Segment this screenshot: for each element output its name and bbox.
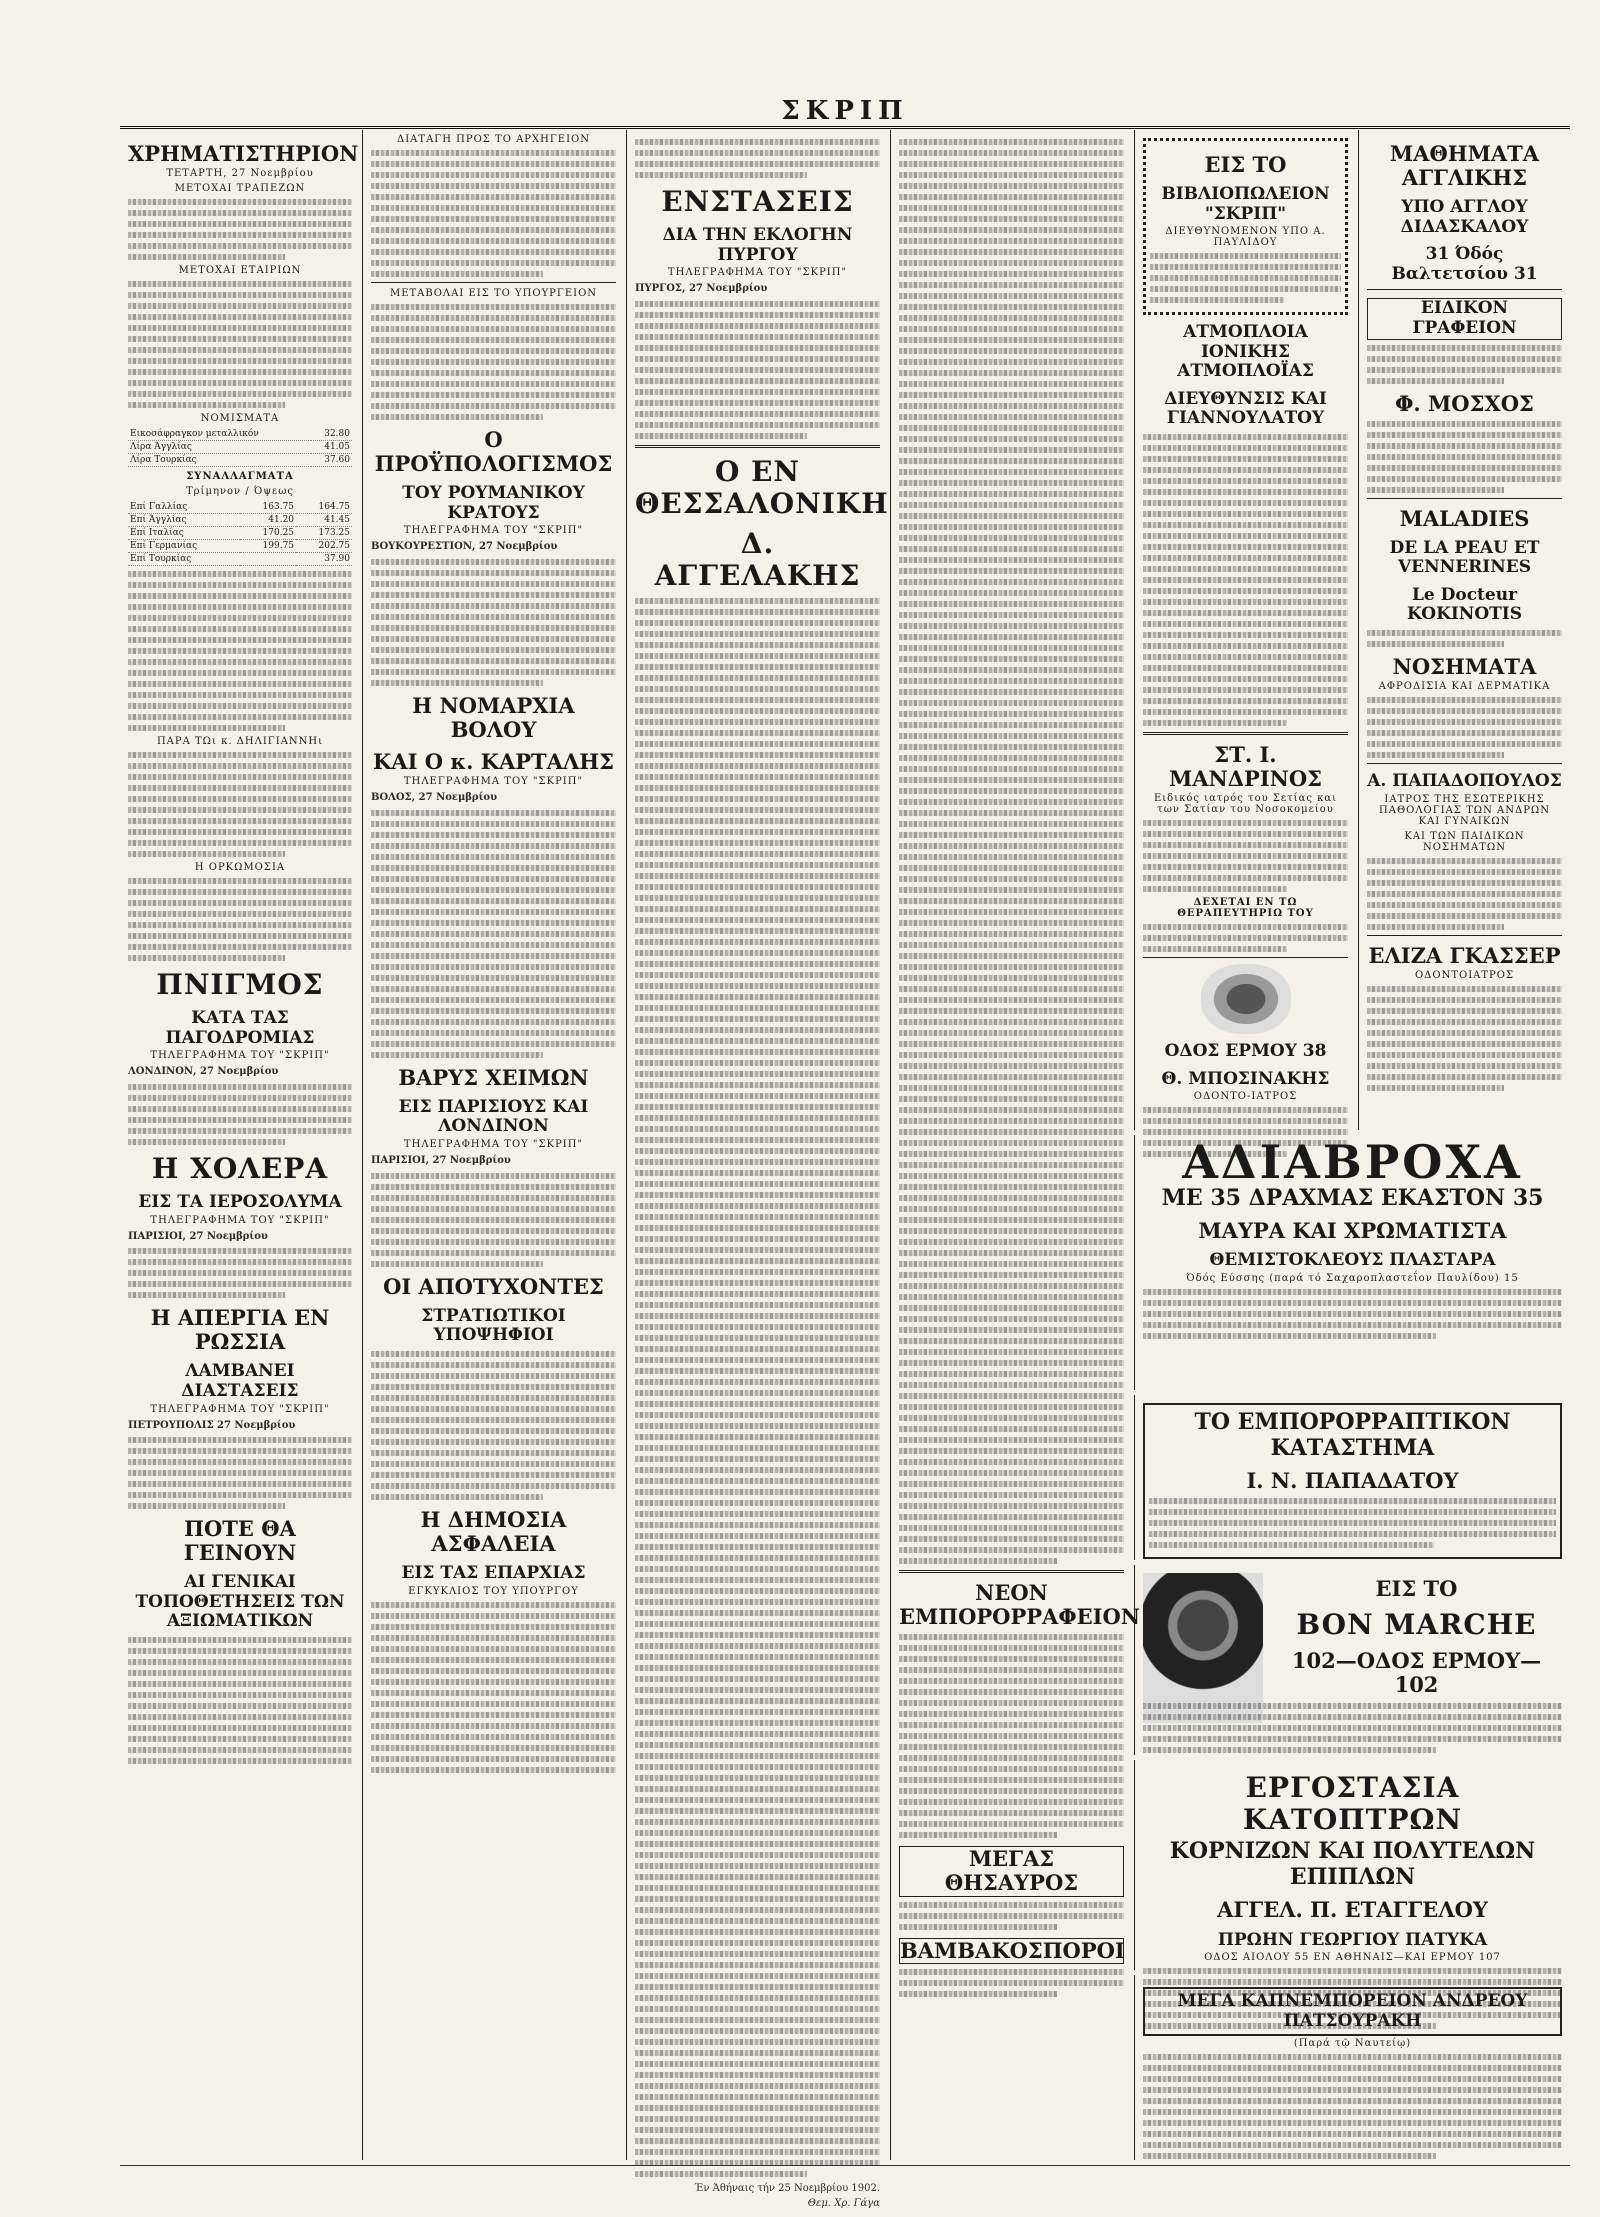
telegram-label: ΤΗΛΕΓΡΑΦΗΜΑ ΤΟΥ "ΣΚΡΙΠ" — [403, 776, 584, 788]
when-sub: ΑΙ ΓΕΝΙΚΑΙ ΤΟΠΟΘΕΤΗΣΕΙΣ ΤΩΝ ΑΞΙΩΜΑΤΙΚΩΝ — [135, 1572, 345, 1632]
cholera-sub: ΕΙΣ ΤΑ ΙΕΡΟΣΟΛΥΜΑ — [138, 1192, 342, 1213]
thess-sub: Δ. ΑΓΓΕΛΑΚΗΣ — [654, 527, 861, 593]
changes-head: ΜΕΤΑΒΟΛΑΙ ΕΙΣ ΤΟ ΥΠΟΥΡΓΕΙΟΝ — [389, 288, 598, 299]
mirror-sub: ΚΟΡΝΙΖΩΝ ΚΑΙ ΠΟΛΥΤΕΛΩΝ ΕΠΙΠΛΩΝ — [1169, 1838, 1536, 1891]
column-5 — [1134, 130, 1356, 1130]
telegram-label: ΤΗΛΕΓΡΑΦΗΜΑ ΤΟΥ "ΣΚΡΙΠ" — [667, 267, 848, 279]
dentist-addr: ΟΔΟΣ ΕΡΜΟΥ 38 — [1164, 1041, 1327, 1062]
ad-body — [1143, 924, 1348, 952]
drown-sub: ΚΑΤΑ ΤΑΣ ΠΑΓΟΔΡΟΜΙΑΣ — [165, 1008, 315, 1048]
fx-a: 199.75 — [240, 540, 296, 553]
english-sub: ΥΠΟ ΑΓΓΛΟΥ ΔΙΔΑΣΚΑΛΟΥ — [1400, 197, 1529, 237]
tailor-title: ΤΟ ΕΜΠΟΡΟΡΡΑΠΤΙΚΟΝ ΚΑΤΑΣΤΗΜΑ — [1194, 1409, 1511, 1461]
fx-b: 202.75 — [296, 540, 352, 553]
mirror-ad — [1134, 1760, 1570, 1970]
coin-name: Λίρα Τουρκίας — [128, 454, 311, 467]
table-row — [128, 441, 352, 454]
fx-b: 164.75 — [296, 501, 352, 514]
fx-header: ΣΥΝΑΛΛΑΓΜΑΤΑ — [186, 471, 294, 483]
winter-title: ΒΑΡΥΣ ΧΕΙΜΩΝ — [398, 1064, 589, 1090]
divider — [1143, 957, 1348, 958]
raincoat-shop: ΘΕΜΙΣΤΟΚΛΕΟΥΣ ΠΛΑΣΤΑΡΑ — [1209, 1250, 1496, 1271]
coins-table — [128, 428, 352, 467]
dateline-bucharest: ΒΟΥΚΟΥΡΕΣΤΙΟΝ, 27 Νοεμβρίου — [371, 541, 558, 553]
coin-value: 37.60 — [311, 454, 352, 467]
article-body — [899, 1634, 1124, 1838]
dateline-london: ΛΟΝΔΙΝΟΝ, 27 Νοεμβρίου — [128, 1066, 279, 1078]
article-body — [371, 1602, 616, 1773]
bookstore-eis: ΕΙΣ ΤΟ — [1204, 152, 1287, 177]
divider — [1367, 763, 1562, 764]
budget-sub: ΤΟΥ ΡΟΥΜΑΝΙΚΟΥ ΚΡΑΤΟΥΣ — [402, 483, 585, 523]
article-body — [128, 571, 352, 731]
drown-title: ΠΝΙΓΜΟΣ — [156, 968, 324, 1002]
companies-header: ΜΕΤΟΧΑΙ ΕΤΑΙΡΙΩΝ — [178, 265, 302, 277]
maladies-sub: DE LA PEAU ET VENNERINES — [1389, 537, 1540, 578]
fx-name: Επί Άγγλίας — [128, 514, 240, 527]
safety-sub: ΕΙΣ ΤΑΣ ΕΠΑΡΧΙΑΣ — [401, 1563, 586, 1584]
strike-title: Η ΑΠΕΡΓΙΑ ΕΝ ΡΩΣΣΙΑ — [150, 1305, 330, 1355]
ad-body — [1367, 858, 1562, 930]
article-body — [899, 1902, 1124, 1930]
companies-table — [128, 281, 352, 408]
article-body — [635, 301, 880, 439]
article-body — [128, 1084, 352, 1145]
denture-illustration — [1201, 964, 1291, 1034]
dateline-paris: ΠΑΡΙΣΙΟΙ, 27 Νοεμβρίου — [128, 1230, 268, 1242]
column-1 — [120, 130, 360, 2160]
fail-title: ΟΙ ΑΠΟΤΥΧΟΝΤΕΣ — [383, 1273, 604, 1299]
gasser-name: ΕΛΙΖΑ ΓΚΑΣΣΕΡ — [1368, 942, 1561, 968]
banks-header: ΜΕΤΟΧΑΙ ΤΡΑΠΕΖΩΝ — [174, 183, 306, 195]
mirror-title: ΕΡΓΟΣΤΑΣΙΑ ΚΑΤΟΠΤΡΩΝ — [1242, 1771, 1463, 1837]
raincoat-addr: Όδός Εύσσης (παρά τό Σαχαροπλαστεΐον Παυλίδου) 15 — [1186, 1272, 1519, 1284]
telegram-label: ΤΗΛΕΓΡΑΦΗΜΑ ΤΟΥ "ΣΚΡΙΠ" — [150, 1050, 330, 1062]
bookstore-ad — [1143, 138, 1348, 315]
tobacco-sub: (Παρά τῷ Ναυτείῳ) — [1293, 2038, 1412, 2050]
safety-title: Η ΔΗΜΟΣΙΑ ΑΣΦΑΛΕΙΑ — [420, 1506, 567, 1556]
ad-body — [1143, 820, 1348, 892]
ad-body — [1367, 630, 1562, 647]
tailor-name: Ι. Ν. ΠΑΠΑΔΑΤΟΥ — [1246, 1468, 1459, 1493]
bonmarche-addr: 102—ΟΔΟΣ ΕΡΜΟΥ—102 — [1291, 1648, 1542, 1698]
ad-body — [1149, 1498, 1556, 1548]
table-row — [128, 540, 352, 553]
article-body — [128, 752, 352, 857]
article-signature: Θεμ. Χρ. Γάγα — [807, 2198, 880, 2210]
doctor-sub: Ειδικός ιατρός του Σετίας και των Σατίαν του Νοσοκομείου — [1153, 793, 1338, 816]
fx-b: 37.90 — [296, 553, 352, 566]
ad-body — [1367, 345, 1562, 384]
dateline-paris-2: ΠΑΡΙΣΙΟΙ, 27 Νοεμβρίου — [371, 1155, 511, 1167]
article-body — [371, 304, 616, 420]
article-body — [371, 559, 616, 686]
english-title: ΜΑΘΗΜΑΤΑ ΑΓΓΛΙΚΗΣ — [1389, 141, 1540, 191]
fx-table — [128, 501, 352, 566]
circular-label: ΕΓΚΥΚΛΙΟΣ ΤΟΥ ΥΠΟΥΡΓΟΥ — [408, 1585, 579, 1597]
coin-value: 32.80 — [311, 428, 352, 441]
tailor-ad — [1134, 1395, 1570, 1560]
article-body — [128, 1637, 352, 1764]
ad-body — [1143, 2054, 1562, 2159]
column-2 — [362, 130, 624, 2160]
objections-title: ΕΝΣΤΑΣΕΙΣ — [661, 185, 854, 218]
when-title: ΠΟΤΕ ΘΑ ΓΕΙΝΟΥΝ — [183, 1516, 297, 1566]
article-body — [371, 1351, 616, 1500]
telegram-label: ΤΗΛΕΓΡΑΦΗΜΑ ΤΟΥ "ΣΚΡΙΠ" — [403, 525, 584, 537]
fx-a: 163.75 — [240, 501, 296, 514]
ad-body — [1150, 253, 1341, 303]
exchange-date: ΤΕΤΑΡΤΗ, 27 Νοεμβρίου — [166, 168, 314, 180]
ad-body — [1367, 986, 1562, 1091]
column-4 — [890, 130, 1140, 2160]
volos-title: Η ΝΟΜΑΡΧΙΑ ΒΟΛΟΥ — [412, 692, 575, 743]
article-body — [128, 878, 352, 961]
vamvakos-title: ΒΑΜΒΑΚΟΣΠΟΡΟΙ — [900, 1937, 1125, 1963]
order-head: ΔΙΑΤΑΓΗ ΠΡΟΣ ΤΟ ΑΡΧΗΓΕΙΟΝ — [397, 134, 590, 145]
raincoat-price: ΜΕ 35 ΔΡΑΧΜΑΣ ΕΚΑΣΤΟΝ 35 — [1161, 1185, 1544, 1211]
kokinotis-name: Le Docteur KOKINOTIS — [1406, 584, 1523, 625]
tobacco-ad — [1134, 1975, 1570, 2160]
coin-name: Εικοσάφραγκον μεταλλικόν — [128, 428, 311, 441]
papadopoulos-sub: ΙΑΤΡΟΣ ΤΗΣ ΕΣΩΤΕΡΙΚΗΣ ΠΑΘΟΛΟΓΙΑΣ ΤΩΝ ΑΝΔΡΩΝ ΚΑΙ ΓΥΝΑΙΚΩΝ — [1379, 793, 1550, 827]
doctor-hours: ΔΕΧΕΤΑΙ ΕΝ ΤΩ ΘΕΡΑΠΕΥΤΗΡΙΩ ΤΟΥ — [1177, 897, 1314, 920]
table-row — [128, 514, 352, 527]
moschos-name: Φ. ΜΟΣΧΟΣ — [1395, 390, 1534, 416]
tailor-box — [1143, 1403, 1562, 1559]
ad-body — [1367, 697, 1562, 758]
ad-body — [1143, 1289, 1562, 1339]
volos-sub: ΚΑΙ Ο κ. ΚΑΡΤΑΛΗΣ — [373, 749, 614, 775]
papadopoulos-sub2: ΚΑΙ ΤΩΝ ΠΑΙΔΙΚΩΝ ΝΟΣΗΜΑΤΩΝ — [1404, 830, 1525, 853]
banks-table — [128, 199, 352, 260]
ship-sub: ΔΙΕΥΘΥΝΣΙΣ ΚΑΙ ΓΙΑΝΝΟΥΛΑΤΟΥ — [1164, 388, 1327, 429]
bonmarche-portrait — [1143, 1573, 1263, 1723]
column-3 — [626, 130, 889, 2210]
bonmarche-ad — [1134, 1565, 1570, 1755]
telegram-label: ΤΗΛΕΓΡΑΦΗΜΑ ΤΟΥ "ΣΚΡΙΠ" — [403, 1139, 584, 1151]
mirror-addr: ΟΔΟΣ ΑΙΟΛΟΥ 55 ΕΝ ΑΘΗΝΑΙΣ—ΚΑΙ ΕΡΜΟΥ 107 — [1204, 1952, 1501, 1964]
telegram-label: ΤΗΛΕΓΡΑΦΗΜΑ ΤΟΥ "ΣΚΡΙΠ" — [150, 1214, 330, 1226]
fx-name: Επί Γερμανίας — [128, 540, 240, 553]
parliament-head: ΠΑΡΑ ΤΩι κ. ΔΗΛΙΓΙΑΝΝΗι — [156, 736, 324, 748]
table-row — [128, 454, 352, 467]
mirror-prev: ΠΡΩΗΝ ΓΕΩΡΓΙΟΥ ΠΑΤΥΚΑ — [1217, 1929, 1488, 1950]
bookstore-owner: ΔΙΕΥΘΥΝΟΜΕΝΟΝ ΥΠΟ Α. ΠΑΥΛΙΔΟΥ — [1165, 226, 1326, 249]
divider — [1143, 732, 1348, 735]
page-footer-rule — [120, 2165, 1570, 2166]
article-body — [371, 150, 616, 277]
fx-a: 41.20 — [240, 514, 296, 527]
bookstore-name: ΒΙΒΛΙΟΠΩΛΕΙΟΝ "ΣΚΡΙΠ" — [1161, 184, 1330, 224]
raincoat-title: ΑΔΙΑΒΡΟΧΑ — [1182, 1135, 1523, 1189]
oath-head: Η ΟΡΚΩΜΟΣΙΑ — [194, 862, 286, 874]
table-row — [128, 553, 352, 566]
doctor-name: ΣΤ. Ι. ΜΑΝΔΡΙΝΟΣ — [1169, 741, 1322, 792]
raincoat-ad — [1134, 1135, 1570, 1390]
divider — [371, 282, 616, 283]
coins-header: ΝΟΜΙΣΜΑΤΑ — [200, 413, 280, 425]
treasure-title: ΜΕΓΑΣ ΘΗΣΑΥΡΟΣ — [899, 1846, 1124, 1896]
divider — [1367, 289, 1562, 290]
table-row — [128, 527, 352, 540]
tobacco-title: ΜΕΓΑ ΚΑΠΝΕΜΠΟΡΕΙΟΝ ΑΝΔΡΕΟΥ ΠΑΤΣΟΥΡΑΚΗ — [1143, 1987, 1562, 2036]
article-body — [899, 1969, 1124, 1997]
objections-sub: ΔΙΑ ΤΗΝ ΕΚΛΟΓΗΝ ΠΥΡΓΟΥ — [662, 225, 853, 265]
fx-b: 41.45 — [296, 514, 352, 527]
dateline-volos: ΒΟΛΟΣ, 27 Νοεμβρίου — [371, 792, 498, 804]
table-row — [128, 428, 352, 441]
divider — [1367, 498, 1562, 499]
article-date: Έν Άθήναις τήν 25 Νοεμβρίου 1902. — [694, 2182, 880, 2194]
english-addr: 31 Όδός Βαλτετσίου 31 — [1391, 244, 1538, 284]
bonmarche-name: BON MARCHE — [1296, 1608, 1537, 1642]
maladies-title: MALADIES — [1399, 505, 1530, 531]
fx-name: Επί Ιταλίας — [128, 527, 240, 540]
ad-body — [1367, 421, 1562, 493]
column-6 — [1358, 130, 1570, 1130]
exchange-title: ΧΡΗΜΑΤΙΣΤΗΡΙΟΝ — [128, 141, 359, 166]
cholera-title: Η ΧΟΛΕΡΑ — [151, 1151, 329, 1185]
mirror-owner: ΑΓΓΕΛ. Π. ΕΤΑΓΓΕΛΟΥ — [1217, 1897, 1488, 1923]
budget-title: Ο ΠΡΟΫΠΟΛΟΓΙΣΜΟΣ — [374, 427, 613, 477]
divider — [1367, 935, 1562, 936]
gasser-role: ΟΔΟΝΤΟΙΑΤΡΟΣ — [1414, 969, 1515, 981]
fail-sub: ΣΤΡΑΤΙΩΤΙΚΟΙ ΥΠΟΨΗΦΙΟΙ — [421, 1305, 566, 1346]
fx-name: Επί Γαλλίας — [128, 501, 240, 514]
fx-name: Επί Τουρκίας — [128, 553, 240, 566]
article-body — [899, 139, 1124, 1564]
nosimata-title: ΝΟΣΗΜΑΤΑ — [1392, 654, 1537, 680]
dateline-petersburg: ΠΕΤΡΟΥΠΟΛΙΣ 27 Νοεμβρίου — [128, 1419, 296, 1431]
thess-title: Ο ΕΝ ΘΕΣΣΑΛΟΝΙΚΗ — [635, 454, 889, 520]
article-body — [128, 1437, 352, 1509]
fx-b: 173.25 — [296, 527, 352, 540]
papadopoulos-name: Α. ΠΑΠΑΔΟΠΟΥΛΟΣ — [1367, 771, 1562, 792]
ad-body — [1143, 434, 1348, 726]
fx-sub: Τρίμηνον / Όψεως — [186, 486, 294, 498]
masthead: ΣΚΡΙΠ — [120, 96, 1570, 129]
bonmarche-eis: ΕΙΣ ΤΟ — [1375, 1576, 1458, 1601]
strike-sub: ΛΑΜΒΑΝΕΙ ΔΙΑΣΤΑΣΕΙΣ — [181, 1361, 299, 1401]
telegram-label: ΤΗΛΕΓΡΑΦΗΜΑ ΤΟΥ "ΣΚΡΙΠ" — [150, 1403, 330, 1415]
dentist-role: ΟΔΟΝΤΟ-ΙΑΤΡΟΣ — [1193, 1091, 1298, 1103]
raincoat-colors: ΜΑΥΡΑ ΚΑΙ ΧΡΩΜΑΤΙΣΤΑ — [1198, 1218, 1507, 1243]
coin-value: 41.05 — [311, 441, 352, 454]
neon-title: ΝΕΟΝ ΕΜΠΟΡΟΡΡΑΦΕΙΟΝ — [899, 1580, 1140, 1630]
nosimata-sub: ΑΦΡΟΔΙΣΙΑ ΚΑΙ ΔΕΡΜΑΤΙΚΑ — [1378, 681, 1551, 693]
divider — [635, 445, 880, 448]
dentist-name: Θ. ΜΠΟΣΙΝΑΚΗΣ — [1161, 1068, 1330, 1089]
dateline-pyrgos: ΠΥΡΓΟΣ, 27 Νοεμβρίου — [635, 283, 768, 295]
table-row — [128, 501, 352, 514]
office-title: ΕΙΔΙΚΟΝ ΓΡΑΦΕΙΟΝ — [1367, 298, 1562, 339]
article-body — [635, 139, 880, 178]
divider — [899, 1570, 1124, 1573]
article-body — [635, 598, 880, 2177]
article-body — [128, 1248, 352, 1298]
ship-title: ΑΤΜΟΠΛΟΙΑ ΙΟΝΙΚΗΣ ΑΤΜΟΠΛΟΪΑΣ — [1177, 322, 1314, 382]
fx-a — [240, 553, 296, 566]
winter-sub: ΕΙΣ ΠΑΡΙΣΙΟΥΣ ΚΑΙ ΛΟΝΔΙΝΟΝ — [398, 1096, 589, 1137]
fx-a: 170.25 — [240, 527, 296, 540]
article-body — [371, 810, 616, 1058]
coin-name: Λίρα Άγγλίας — [128, 441, 311, 454]
article-body — [371, 1173, 616, 1267]
